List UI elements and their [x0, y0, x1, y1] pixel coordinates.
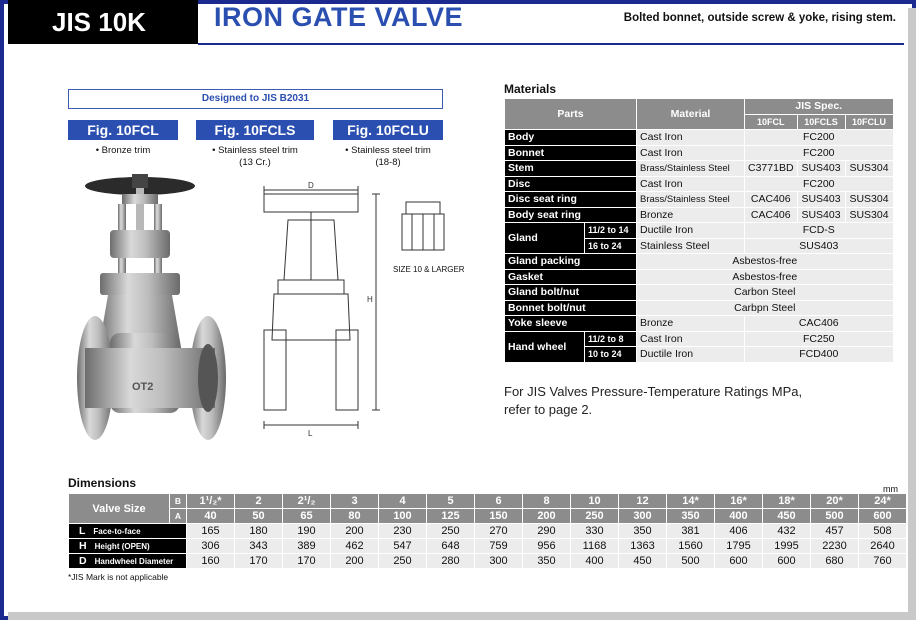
size-b-value: 6 — [475, 494, 523, 509]
dimension-value: 450 — [619, 554, 667, 569]
size-a-row — [69, 509, 907, 524]
size-a-value: 65 — [283, 509, 331, 524]
materials-row — [505, 269, 894, 285]
header-code: JIS 10K — [8, 0, 198, 44]
dimension-value: 381 — [667, 524, 715, 539]
dimension-value: 457 — [811, 524, 859, 539]
materials-header-10fcl: 10FCL — [745, 114, 798, 130]
page-subtitle: Bolted bonnet, outside screw & yoke, rising stem. — [623, 12, 896, 24]
dimension-value: 330 — [571, 524, 619, 539]
dimension-value: 290 — [523, 524, 571, 539]
dimension-value: 200 — [331, 524, 379, 539]
size-range: 10 to 24 — [585, 347, 637, 363]
spec-value: SUS304 — [845, 192, 893, 208]
dimensions-table — [68, 493, 907, 569]
size-note: SIZE 10 & LARGER — [393, 265, 465, 274]
trim-10fcls-sub: (13 Cr.) — [239, 157, 271, 168]
materials-header-parts: Parts — [505, 99, 637, 130]
materials-header-10fcls: 10FCLS — [797, 114, 845, 130]
material-value: Ductile Iron — [637, 223, 745, 239]
size-a-label: A — [170, 509, 187, 524]
dimension-key: H — [79, 540, 87, 552]
size-b-value: 16* — [715, 494, 763, 509]
fig-label-10fcls: Fig. 10FCLS — [196, 120, 314, 140]
spec-value: FC200 — [745, 176, 894, 192]
spec-value: SUS403 — [797, 207, 845, 223]
spec-value: FC200 — [745, 130, 894, 146]
dimension-value: 462 — [331, 539, 379, 554]
trim-10fclu-sub: (18-8) — [375, 157, 401, 168]
dimension-label — [69, 524, 187, 539]
part-name: Bonnet — [505, 145, 637, 161]
part-name: Body seat ring — [505, 207, 637, 223]
dimension-value: 160 — [187, 554, 235, 569]
materials-row — [505, 254, 894, 270]
frame-shadow-right — [908, 8, 916, 620]
dimension-value: 1363 — [619, 539, 667, 554]
dimension-name: Face-to-face — [93, 527, 141, 536]
dimension-value: 2230 — [811, 539, 859, 554]
spec-value: FCD400 — [745, 347, 894, 363]
size-a-value: 200 — [523, 509, 571, 524]
dimension-value: 389 — [283, 539, 331, 554]
part-name: Stem — [505, 161, 637, 177]
size-range: 11/2 to 14 — [585, 223, 637, 239]
material-value: Cast Iron — [637, 176, 745, 192]
dimension-key: L — [79, 525, 86, 537]
dimension-value: 306 — [187, 539, 235, 554]
part-name: Gasket — [505, 269, 637, 285]
svg-text:OT2: OT2 — [132, 381, 154, 393]
materials-row — [505, 161, 894, 177]
dimension-value: 2640 — [859, 539, 907, 554]
size-a-value: 400 — [715, 509, 763, 524]
size-range: 11/2 to 8 — [585, 331, 637, 347]
part-name: Gland packing — [505, 254, 637, 270]
size-a-value: 100 — [379, 509, 427, 524]
page-title: IRON GATE VALVE — [214, 2, 464, 32]
dimension-value: 648 — [427, 539, 475, 554]
dimension-value: 760 — [859, 554, 907, 569]
dimension-key: D — [79, 555, 87, 567]
size-a-value: 250 — [571, 509, 619, 524]
spec-value: C3771BD — [745, 161, 798, 177]
dimension-value: 280 — [427, 554, 475, 569]
materials-header-10fclu: 10FCLU — [845, 114, 893, 130]
footnote: *JIS Mark is not applicable — [68, 572, 169, 582]
size-b-value: 18* — [763, 494, 811, 509]
dimension-value: 1560 — [667, 539, 715, 554]
dimension-value: 250 — [379, 554, 427, 569]
trim-10fcl — [68, 145, 178, 157]
size-b-value: 4 — [379, 494, 427, 509]
material-value: Stainless Steel — [637, 238, 745, 254]
size-b-value: 8 — [523, 494, 571, 509]
size-b-value: 12 — [619, 494, 667, 509]
spec-value: CAC406 — [745, 316, 894, 332]
dimension-value: 956 — [523, 539, 571, 554]
part-name: Body — [505, 130, 637, 146]
spec-value: SUS304 — [845, 207, 893, 223]
size-b-row — [69, 494, 907, 509]
part-name: Disc — [505, 176, 637, 192]
size-a-value: 125 — [427, 509, 475, 524]
dimension-value: 350 — [523, 554, 571, 569]
dimension-value: 432 — [763, 524, 811, 539]
trim-10fcls-text: • Stainless steel trim — [212, 145, 298, 156]
spec-value: SUS403 — [797, 192, 845, 208]
part-name: Yoke sleeve — [505, 316, 637, 332]
material-value: Bronze — [637, 207, 745, 223]
size-a-value: 50 — [235, 509, 283, 524]
dimension-value: 680 — [811, 554, 859, 569]
size-b-value: 5 — [427, 494, 475, 509]
dimension-name: Height (OPEN) — [94, 542, 150, 551]
dimension-value: 270 — [475, 524, 523, 539]
size-b-value: 10 — [571, 494, 619, 509]
trim-10fclu-text: • Stainless steel trim — [345, 145, 431, 156]
size-range: 16 to 24 — [585, 238, 637, 254]
dimension-value: 200 — [331, 554, 379, 569]
size-b-label: B — [170, 494, 187, 509]
spec-value: Carbon Steel — [637, 285, 894, 301]
part-name: Hand wheel — [505, 331, 585, 362]
dimension-value: 759 — [475, 539, 523, 554]
dimension-value: 230 — [379, 524, 427, 539]
part-name: Disc seat ring — [505, 192, 637, 208]
materials-row — [505, 331, 894, 347]
pressure-rating-note — [504, 383, 802, 419]
dimension-value: 343 — [235, 539, 283, 554]
spec-value: SUS403 — [745, 238, 894, 254]
spec-value: Carbpn Steel — [637, 300, 894, 316]
dimension-value: 180 — [235, 524, 283, 539]
dimension-value: 547 — [379, 539, 427, 554]
dimensions-unit: mm — [883, 484, 898, 494]
dimension-value: 406 — [715, 524, 763, 539]
material-value: Cast Iron — [637, 130, 745, 146]
material-value: Brass/Stainless Steel — [637, 161, 745, 177]
part-name: Bonnet bolt/nut — [505, 300, 637, 316]
fig-label-10fclu: Fig. 10FCLU — [333, 120, 443, 140]
materials-row — [505, 316, 894, 332]
size-a-value: 450 — [763, 509, 811, 524]
size-a-value: 500 — [811, 509, 859, 524]
dimension-value: 190 — [283, 524, 331, 539]
materials-row — [505, 207, 894, 223]
materials-row — [505, 192, 894, 208]
material-value: Cast Iron — [637, 145, 745, 161]
dimension-value: 1995 — [763, 539, 811, 554]
frame-shadow-bottom — [8, 612, 916, 620]
dim-d-label: D — [308, 181, 314, 190]
spec-value: CAC406 — [745, 192, 798, 208]
size-a-value: 600 — [859, 509, 907, 524]
trim-10fcl-text: • Bronze trim — [95, 145, 151, 156]
size-b-value: 24* — [859, 494, 907, 509]
dimension-label — [69, 539, 187, 554]
dimension-value: 1168 — [571, 539, 619, 554]
materials-row — [505, 300, 894, 316]
dim-h-label: H — [367, 295, 373, 304]
materials-row — [505, 176, 894, 192]
materials-title: Materials — [504, 82, 557, 96]
spec-value: Asbestos-free — [637, 254, 894, 270]
dimension-value: 300 — [475, 554, 523, 569]
spec-value: FCD-S — [745, 223, 894, 239]
valve-drawing — [258, 180, 388, 440]
size-a-value: 80 — [331, 509, 379, 524]
size-a-value: 40 — [187, 509, 235, 524]
dimension-value: 600 — [763, 554, 811, 569]
materials-row — [505, 130, 894, 146]
dimension-value: 250 — [427, 524, 475, 539]
size-a-value: 350 — [667, 509, 715, 524]
note-line-2: refer to page 2. — [504, 402, 593, 417]
spec-value: Asbestos-free — [637, 269, 894, 285]
size-b-value: 14* — [667, 494, 715, 509]
dimension-value: 600 — [715, 554, 763, 569]
part-name: Gland bolt/nut — [505, 285, 637, 301]
large-size-sketch — [398, 198, 448, 260]
materials-row — [505, 223, 894, 239]
header-rule — [198, 43, 904, 45]
dim-l-label: L — [308, 429, 313, 438]
dimension-value: 400 — [571, 554, 619, 569]
dimension-value: 500 — [667, 554, 715, 569]
materials-header-material: Material — [637, 99, 745, 130]
size-b-value: 3 — [331, 494, 379, 509]
note-line-1: For JIS Valves Pressure-Temperature Ratings MPa, — [504, 384, 803, 399]
materials-row — [505, 285, 894, 301]
materials-row — [505, 145, 894, 161]
trim-10fclu — [333, 145, 443, 169]
dimension-value: 1795 — [715, 539, 763, 554]
material-value: Brass/Stainless Steel — [637, 192, 745, 208]
dimension-value: 170 — [235, 554, 283, 569]
material-value: Ductile Iron — [637, 347, 745, 363]
dimensions-title: Dimensions — [68, 476, 137, 490]
valve-photo — [70, 168, 245, 453]
size-b-value: 2¹/₂ — [283, 494, 331, 509]
dimension-value: 170 — [283, 554, 331, 569]
size-b-value: 2 — [235, 494, 283, 509]
spec-value: SUS304 — [845, 161, 893, 177]
size-b-value: 20* — [811, 494, 859, 509]
dimension-row — [69, 554, 907, 569]
size-a-value: 300 — [619, 509, 667, 524]
dimension-label — [69, 554, 187, 569]
dimension-name: Handwheel Diameter — [94, 557, 174, 566]
materials-table — [504, 98, 894, 363]
spec-value: FC250 — [745, 331, 894, 347]
size-a-value: 150 — [475, 509, 523, 524]
material-value: Cast Iron — [637, 331, 745, 347]
size-b-value: 1¹/₂* — [187, 494, 235, 509]
dimension-value: 508 — [859, 524, 907, 539]
materials-header-jis: JIS Spec. — [745, 99, 894, 115]
valve-size-label: Valve Size — [69, 494, 170, 524]
dimension-row — [69, 539, 907, 554]
spec-value: FC200 — [745, 145, 894, 161]
fig-label-10fcl: Fig. 10FCL — [68, 120, 178, 140]
spec-value: SUS403 — [797, 161, 845, 177]
designed-standard: Designed to JIS B2031 — [68, 89, 443, 109]
part-name: Gland — [505, 223, 585, 254]
spec-value: CAC406 — [745, 207, 798, 223]
trim-10fcls — [196, 145, 314, 169]
dimension-row — [69, 524, 907, 539]
dimension-value: 350 — [619, 524, 667, 539]
dimension-value: 165 — [187, 524, 235, 539]
material-value: Bronze — [637, 316, 745, 332]
